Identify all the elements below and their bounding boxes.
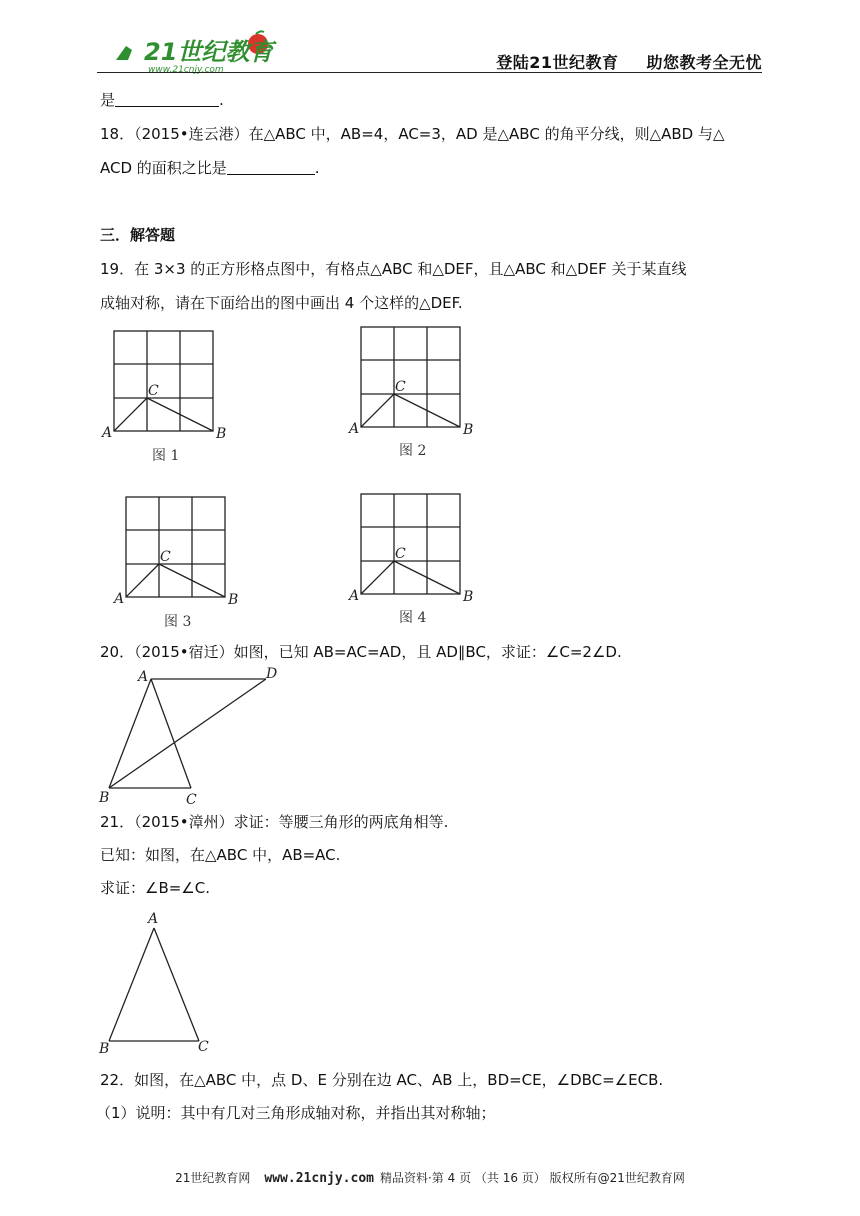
q19-line2: 成轴对称，请在下面给出的图中画出 4 个这样的△DEF.	[100, 294, 463, 312]
segment-ac	[151, 679, 191, 788]
q22-line1: 22．如图，在△ABC 中，点 D、E 分别在边 AC、AB 上，BD=CE，∠DBC=∠ECB.	[100, 1071, 664, 1089]
q17-answer-blank	[115, 90, 219, 107]
q18-line1: 18．（2015•连云港）在△ABC 中，AB=4，AC=3，AD 是△ABC 的角平分线，则△ABD 与△	[100, 125, 725, 143]
q20-figure	[96, 664, 286, 806]
vertex-b-label: B	[99, 790, 110, 806]
page-footer	[0, 1169, 860, 1186]
q18-prefix: ACD 的面积之比是	[100, 159, 227, 177]
q19-figure-4	[343, 487, 479, 629]
q19-figure-1	[96, 324, 232, 466]
q18-answer-blank	[227, 158, 315, 175]
vertex-c-label: C	[198, 1039, 209, 1055]
header-tagline: 助您教考全无忧	[646, 53, 762, 72]
side-ac	[126, 564, 159, 597]
q17-answer-line	[100, 90, 224, 110]
segment-ab	[109, 679, 151, 788]
q18-line2	[100, 158, 320, 178]
logo-runner-icon	[116, 46, 132, 60]
logo-url: www.21cnjy.com	[148, 65, 224, 75]
header-divider	[97, 72, 762, 73]
vertex-d-label: D	[266, 666, 278, 682]
segment-ac	[154, 928, 199, 1041]
vertex-c-label: C	[186, 792, 197, 806]
footer-site-name: 21世纪教育网	[175, 1171, 251, 1185]
footer-url: www.21cnjy.com	[264, 1171, 374, 1186]
side-ac	[361, 394, 394, 427]
vertex-b-label: B	[99, 1041, 110, 1057]
vertex-a-label: A	[114, 591, 125, 607]
q21-line1: 21．（2015•漳州）求证：等腰三角形的两底角相等.	[100, 813, 449, 831]
figure-caption: 图 3	[164, 614, 192, 630]
footer-page-info: 精品资料·第 4 页 （共 16 页） 版权所有@21世纪教育网	[379, 1171, 685, 1185]
vertex-b-label: B	[228, 592, 239, 608]
side-ac	[114, 398, 147, 431]
vertex-a-label: A	[349, 588, 360, 604]
q19-figure-3	[108, 490, 244, 632]
logo-text: 21世纪教育	[144, 38, 274, 66]
header-login-text: 登陆21世纪教育	[496, 53, 619, 72]
q20-text: 20．（2015•宿迁）如图，已知 AB=AC=AD，且 AD∥BC，求证：∠C=2∠D.	[100, 643, 622, 661]
figure-caption: 图 4	[399, 610, 427, 626]
q21-line3: 求证：∠B=∠C.	[100, 879, 210, 897]
q19-figure-2	[343, 320, 479, 462]
vertex-a-label: A	[138, 669, 149, 685]
vertex-a-label: A	[349, 421, 360, 437]
vertex-c-label: C	[160, 549, 171, 565]
site-logo	[108, 30, 283, 76]
section-title: 三．解答题	[100, 226, 176, 244]
header-slogan	[496, 50, 762, 73]
segment-bd	[109, 679, 266, 788]
side-ac	[361, 561, 394, 594]
vertex-b-label: B	[463, 589, 474, 605]
vertex-b-label: B	[216, 426, 227, 442]
figure-caption: 图 1	[152, 448, 180, 464]
q19-line1: 19．在 3×3 的正方形格点图中，有格点△ABC 和△DEF，且△ABC 和△DEF 关于某直线	[100, 260, 687, 278]
q17-suffix: .	[219, 91, 224, 109]
q18-suffix: .	[314, 159, 320, 177]
q17-prefix: 是	[100, 91, 116, 109]
vertex-c-label: C	[395, 379, 406, 395]
vertex-a-label: A	[102, 425, 113, 441]
q21-line2: 已知：如图，在△ABC 中，AB=AC.	[100, 846, 341, 864]
q22-line2: （1）说明：其中有几对三角形成轴对称，并指出其对称轴；	[96, 1104, 496, 1122]
segment-ab	[109, 928, 154, 1041]
figure-caption: 图 2	[399, 443, 427, 459]
vertex-a-label: A	[148, 911, 159, 927]
q21-figure	[96, 906, 216, 1058]
vertex-b-label: B	[463, 422, 474, 438]
vertex-c-label: C	[395, 546, 406, 562]
vertex-c-label: C	[148, 383, 159, 399]
